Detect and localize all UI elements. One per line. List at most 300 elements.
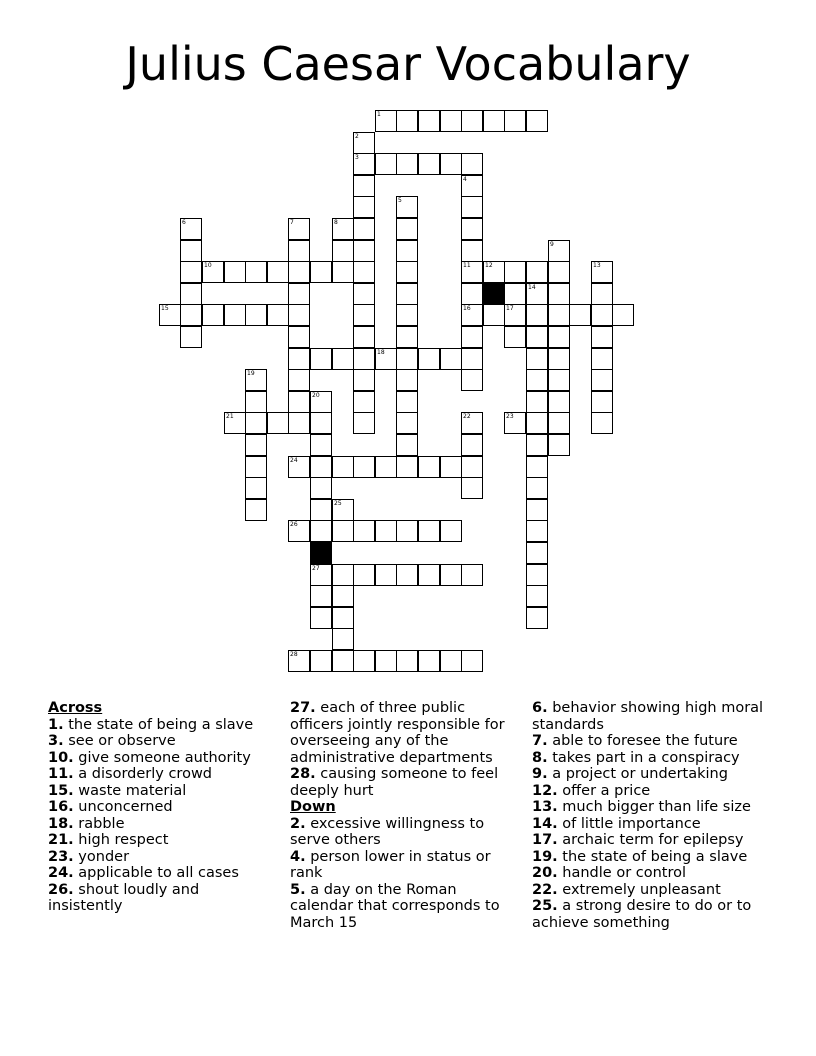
clue <box>48 733 276 750</box>
grid-cell[interactable] <box>461 304 483 326</box>
grid-cell[interactable] <box>418 456 440 478</box>
clue-number: 4 <box>463 176 467 183</box>
clue-number-label: 19. <box>532 848 558 865</box>
clue <box>290 849 522 882</box>
grid-cell[interactable] <box>310 434 332 456</box>
down-heading: Down <box>290 799 336 815</box>
grid-cell[interactable] <box>353 348 375 370</box>
clue-text: the state of being a slave <box>557 848 748 865</box>
grid-cell[interactable] <box>245 304 267 326</box>
across-clue-list <box>48 717 276 915</box>
grid-cell[interactable] <box>548 261 570 283</box>
grid-cell[interactable] <box>396 520 418 542</box>
clue-number-label: 20. <box>532 865 558 881</box>
grid-cell[interactable] <box>353 304 375 326</box>
clue-text: waste material <box>73 782 187 799</box>
grid-cell[interactable] <box>504 412 526 434</box>
grid-cell[interactable] <box>548 434 570 456</box>
grid-cell[interactable] <box>548 326 570 348</box>
grid-cell[interactable] <box>440 110 462 132</box>
grid-cell[interactable] <box>526 304 548 326</box>
grid-cell[interactable] <box>353 132 375 154</box>
grid-cell[interactable] <box>504 110 526 132</box>
grid-cell[interactable] <box>375 348 397 370</box>
clue-text: extremely unpleasant <box>557 881 721 898</box>
clue-number-label: 7. <box>532 733 548 749</box>
grid-cell[interactable] <box>396 326 418 348</box>
grid-cell[interactable] <box>591 391 613 413</box>
clue <box>532 783 772 800</box>
grid-cell[interactable] <box>548 412 570 434</box>
grid-cell[interactable] <box>288 240 310 262</box>
grid-cell[interactable] <box>180 261 202 283</box>
grid-cell[interactable] <box>375 456 397 478</box>
grid-cell[interactable] <box>526 499 548 521</box>
grid-cell[interactable] <box>267 261 289 283</box>
clue <box>48 832 276 849</box>
clue-number: 2 <box>355 133 359 140</box>
grid-cell[interactable] <box>353 153 375 175</box>
grid-cell[interactable] <box>440 564 462 586</box>
clue-number: 27 <box>312 565 320 572</box>
grid-cell[interactable] <box>353 261 375 283</box>
clue-text: takes part in a conspiracy <box>547 749 740 766</box>
clue <box>532 898 772 931</box>
clue-text: archaic term for epilepsy <box>557 832 744 848</box>
clue-number-label: 11. <box>48 766 74 782</box>
clue-number-label: 16. <box>48 799 74 815</box>
grid-cell[interactable] <box>526 261 548 283</box>
grid-cell[interactable] <box>548 348 570 370</box>
grid-cell[interactable] <box>288 456 310 478</box>
clue <box>532 832 772 849</box>
clue-number: 21 <box>226 413 234 420</box>
grid-cell[interactable] <box>440 348 462 370</box>
grid-cell[interactable] <box>310 412 332 434</box>
grid-cell[interactable] <box>353 240 375 262</box>
grid-cell[interactable] <box>591 326 613 348</box>
grid-cell[interactable] <box>375 153 397 175</box>
clue <box>48 717 276 734</box>
clue-number-label: 23. <box>48 848 74 865</box>
clue-text: person lower in status or rank <box>290 848 491 881</box>
grid-cell[interactable] <box>440 153 462 175</box>
clue-number: 20 <box>312 392 320 399</box>
grid-cell[interactable] <box>548 283 570 305</box>
grid-cell[interactable] <box>396 650 418 672</box>
clue-number-label: 28. <box>290 766 316 782</box>
grid-cell[interactable] <box>504 283 526 305</box>
clues-column-1 <box>48 700 276 915</box>
grid-cell[interactable] <box>526 412 548 434</box>
clue-number: 17 <box>506 305 514 312</box>
grid-cell[interactable] <box>526 456 548 478</box>
across-heading: Across <box>48 700 103 716</box>
grid-cell[interactable] <box>375 650 397 672</box>
grid-cell[interactable] <box>461 477 483 499</box>
grid-cell[interactable] <box>591 261 613 283</box>
grid-cell[interactable] <box>526 520 548 542</box>
clue-text: excessive willingness to serve others <box>290 815 485 848</box>
clue-text: of little importance <box>557 815 701 832</box>
clue-number: 5 <box>398 197 402 204</box>
grid-cell[interactable] <box>310 261 332 283</box>
grid-cell[interactable] <box>332 650 354 672</box>
grid-cell[interactable] <box>310 607 332 629</box>
grid-cell[interactable] <box>461 153 483 175</box>
clue-text: a project or undertaking <box>547 766 728 782</box>
grid-cell[interactable] <box>396 348 418 370</box>
grid-cell[interactable] <box>332 499 354 521</box>
clue-number-label: 14. <box>532 815 558 832</box>
clue-text: see or observe <box>63 733 176 749</box>
grid-cell[interactable] <box>440 456 462 478</box>
grid-cell[interactable] <box>310 499 332 521</box>
grid-cell[interactable] <box>526 607 548 629</box>
clue-number-label: 9. <box>532 766 548 782</box>
grid-cell[interactable] <box>245 261 267 283</box>
grid-cell[interactable] <box>353 283 375 305</box>
grid-cell[interactable] <box>418 110 440 132</box>
page-title: Julius Caesar Vocabulary <box>125 37 691 91</box>
grid-cell[interactable] <box>483 110 505 132</box>
grid-cell[interactable] <box>288 369 310 391</box>
clue-number: 15 <box>161 305 169 312</box>
grid-cell[interactable] <box>461 196 483 218</box>
grid-cell[interactable] <box>396 196 418 218</box>
clue <box>48 816 276 833</box>
grid-cell[interactable] <box>591 304 613 326</box>
grid-cell[interactable] <box>526 110 548 132</box>
clue-number: 3 <box>355 154 359 161</box>
grid-cell[interactable] <box>396 218 418 240</box>
grid-cell[interactable] <box>504 261 526 283</box>
clue-number-label: 1. <box>48 716 64 733</box>
grid-cell[interactable] <box>180 304 202 326</box>
clue-number-label: 6. <box>532 700 548 716</box>
grid-cell[interactable] <box>612 304 634 326</box>
clue-text: a strong desire to do or to achieve something <box>532 898 752 931</box>
grid-cell[interactable] <box>396 412 418 434</box>
clue-number-label: 12. <box>532 782 558 799</box>
grid-cell[interactable] <box>396 110 418 132</box>
clue-number-label: 18. <box>48 815 74 832</box>
grid-cell[interactable] <box>396 434 418 456</box>
grid-cell[interactable] <box>353 218 375 240</box>
clue <box>48 849 276 866</box>
grid-cell[interactable] <box>310 564 332 586</box>
grid-cell[interactable] <box>591 283 613 305</box>
clue-number-label: 4. <box>290 848 306 865</box>
clue <box>532 799 772 816</box>
grid-cell[interactable] <box>396 564 418 586</box>
clue <box>532 750 772 767</box>
grid-cell[interactable] <box>288 650 310 672</box>
grid-cell[interactable] <box>180 218 202 240</box>
grid-cell[interactable] <box>310 585 332 607</box>
clue-number: 8 <box>334 219 338 226</box>
clue <box>290 882 522 932</box>
grid-cell[interactable] <box>418 153 440 175</box>
clue-number: 23 <box>506 413 514 420</box>
clue <box>532 816 772 833</box>
clue-text: handle or control <box>557 865 687 881</box>
clue <box>48 882 276 915</box>
grid-cell[interactable] <box>418 520 440 542</box>
grid-cell[interactable] <box>461 261 483 283</box>
grid-cell[interactable] <box>440 520 462 542</box>
grid-cell[interactable] <box>310 650 332 672</box>
grid-cell[interactable] <box>526 348 548 370</box>
grid-cell[interactable] <box>396 283 418 305</box>
clue <box>48 865 276 882</box>
grid-cell[interactable] <box>396 304 418 326</box>
clues-column-3 <box>532 700 772 931</box>
clue-text: a day on the Roman calendar that corresponds to March 15 <box>290 881 500 931</box>
clue-number: 19 <box>247 370 255 377</box>
grid-cell[interactable] <box>332 348 354 370</box>
clue <box>48 783 276 800</box>
block-cell <box>310 542 332 564</box>
grid-cell[interactable] <box>569 304 591 326</box>
grid-cell[interactable] <box>353 456 375 478</box>
clue <box>290 816 522 849</box>
grid-cell[interactable] <box>375 520 397 542</box>
grid-cell[interactable] <box>353 564 375 586</box>
grid-cell[interactable] <box>332 628 354 650</box>
clue-number-label: 3. <box>48 733 64 749</box>
clue <box>532 882 772 899</box>
down-clue-list-continued <box>532 700 772 931</box>
grid-cell[interactable] <box>310 477 332 499</box>
block-cell <box>483 283 505 305</box>
grid-cell[interactable] <box>461 175 483 197</box>
grid-cell[interactable] <box>526 434 548 456</box>
grid-cell[interactable] <box>224 412 246 434</box>
grid-cell[interactable] <box>353 520 375 542</box>
clues-column-2 <box>290 700 522 931</box>
grid-cell[interactable] <box>332 520 354 542</box>
grid-cell[interactable] <box>245 412 267 434</box>
grid-cell[interactable] <box>483 261 505 283</box>
grid-cell[interactable] <box>332 261 354 283</box>
clue-number: 24 <box>290 457 298 464</box>
clue-number: 16 <box>463 305 471 312</box>
grid-cell[interactable] <box>353 196 375 218</box>
grid-cell[interactable] <box>245 391 267 413</box>
clue-text: rabble <box>73 815 125 832</box>
clue-number-label: 8. <box>532 749 548 766</box>
grid-cell[interactable] <box>526 283 548 305</box>
grid-cell[interactable] <box>418 650 440 672</box>
clue-number-label: 2. <box>290 815 306 832</box>
clue-number: 7 <box>290 219 294 226</box>
clue-number: 1 <box>377 111 381 118</box>
grid-cell[interactable] <box>288 283 310 305</box>
grid-cell[interactable] <box>418 564 440 586</box>
clue <box>48 799 276 816</box>
grid-cell[interactable] <box>245 477 267 499</box>
clue-text: high respect <box>73 832 169 848</box>
grid-cell[interactable] <box>396 369 418 391</box>
clue <box>290 700 522 766</box>
grid-cell[interactable] <box>461 650 483 672</box>
grid-cell[interactable] <box>396 153 418 175</box>
grid-cell[interactable] <box>288 218 310 240</box>
grid-cell[interactable] <box>245 499 267 521</box>
grid-cell[interactable] <box>202 304 224 326</box>
clue-number: 14 <box>528 284 536 291</box>
grid-cell[interactable] <box>288 326 310 348</box>
grid-cell[interactable] <box>504 304 526 326</box>
grid-cell[interactable] <box>461 326 483 348</box>
clue-number-label: 5. <box>290 881 306 898</box>
clue-text: yonder <box>73 848 130 865</box>
grid-cell[interactable] <box>332 585 354 607</box>
grid-cell[interactable] <box>548 369 570 391</box>
clue-number-label: 27. <box>290 700 316 716</box>
grid-cell[interactable] <box>375 564 397 586</box>
grid-cell[interactable] <box>461 240 483 262</box>
grid-cell[interactable] <box>288 520 310 542</box>
grid-cell[interactable] <box>180 240 202 262</box>
grid-cell[interactable] <box>288 391 310 413</box>
grid-cell[interactable] <box>440 650 462 672</box>
grid-cell[interactable] <box>224 261 246 283</box>
grid-cell[interactable] <box>332 218 354 240</box>
clue-number: 18 <box>377 349 385 356</box>
clue-text: applicable to all cases <box>73 865 239 881</box>
grid-cell[interactable] <box>526 326 548 348</box>
clue-number-label: 10. <box>48 749 74 766</box>
clue <box>532 865 772 882</box>
down-clue-list <box>290 816 522 932</box>
clue-number-label: 17. <box>532 832 558 848</box>
grid-cell[interactable] <box>288 261 310 283</box>
clue-number: 6 <box>182 219 186 226</box>
grid-cell[interactable] <box>375 110 397 132</box>
grid-cell[interactable] <box>548 391 570 413</box>
clue-number: 13 <box>593 262 601 269</box>
grid-cell[interactable] <box>418 348 440 370</box>
grid-cell[interactable] <box>396 261 418 283</box>
clue-number: 22 <box>463 413 471 420</box>
clue-text: give someone authority <box>73 749 251 766</box>
grid-cell[interactable] <box>267 304 289 326</box>
clue <box>48 766 276 783</box>
clue-number-label: 24. <box>48 865 74 881</box>
clue-number: 10 <box>204 262 212 269</box>
grid-cell[interactable] <box>310 348 332 370</box>
grid-cell[interactable] <box>548 304 570 326</box>
grid-cell[interactable] <box>526 542 548 564</box>
clue-text: the state of being a slave <box>63 716 254 733</box>
clue-text: behavior showing high moral standards <box>532 700 764 733</box>
clue-number-label: 22. <box>532 881 558 898</box>
grid-cell[interactable] <box>180 326 202 348</box>
grid-cell[interactable] <box>396 391 418 413</box>
grid-cell[interactable] <box>332 607 354 629</box>
clue-text: able to foresee the future <box>547 733 738 749</box>
clue-number: 25 <box>334 500 342 507</box>
clue-number-label: 13. <box>532 799 558 815</box>
clue-text: much bigger than life size <box>557 799 751 815</box>
grid-cell[interactable] <box>267 412 289 434</box>
grid-cell[interactable] <box>353 326 375 348</box>
clue <box>290 766 522 799</box>
grid-cell[interactable] <box>396 456 418 478</box>
grid-cell[interactable] <box>396 240 418 262</box>
grid-cell[interactable] <box>483 304 505 326</box>
grid-cell[interactable] <box>591 412 613 434</box>
grid-cell[interactable] <box>332 456 354 478</box>
grid-cell[interactable] <box>353 175 375 197</box>
grid-cell[interactable] <box>591 348 613 370</box>
grid-cell[interactable] <box>245 369 267 391</box>
grid-cell[interactable] <box>310 520 332 542</box>
grid-cell[interactable] <box>288 304 310 326</box>
grid-cell[interactable] <box>461 348 483 370</box>
grid-cell[interactable] <box>353 369 375 391</box>
clue-text: offer a price <box>557 782 651 799</box>
clue <box>532 849 772 866</box>
grid-cell[interactable] <box>224 304 246 326</box>
clue-number: 28 <box>290 651 298 658</box>
clue-number-label: 15. <box>48 782 74 799</box>
grid-cell[interactable] <box>526 391 548 413</box>
grid-cell[interactable] <box>288 412 310 434</box>
grid-cell[interactable] <box>548 240 570 262</box>
grid-cell[interactable] <box>180 283 202 305</box>
clue-number-label: 25. <box>532 898 558 914</box>
grid-cell[interactable] <box>310 456 332 478</box>
grid-cell[interactable] <box>353 650 375 672</box>
grid-cell[interactable] <box>332 240 354 262</box>
grid-cell[interactable] <box>461 434 483 456</box>
clue-text: each of three public officers jointly responsible for overseeing any of the administrative departments <box>290 700 505 766</box>
grid-cell[interactable] <box>245 456 267 478</box>
clue-text: causing someone to feel deeply hurt <box>290 766 499 799</box>
grid-cell[interactable] <box>245 434 267 456</box>
grid-cell[interactable] <box>526 564 548 586</box>
grid-cell[interactable] <box>332 564 354 586</box>
grid-cell[interactable] <box>461 412 483 434</box>
grid-cell[interactable] <box>526 477 548 499</box>
grid-cell[interactable] <box>353 391 375 413</box>
grid-cell[interactable] <box>591 369 613 391</box>
grid-cell[interactable] <box>461 218 483 240</box>
grid-cell[interactable] <box>461 564 483 586</box>
grid-cell[interactable] <box>526 585 548 607</box>
clue <box>532 733 772 750</box>
grid-cell[interactable] <box>526 369 548 391</box>
clue-number-label: 21. <box>48 832 74 848</box>
grid-cell[interactable] <box>461 369 483 391</box>
grid-cell[interactable] <box>310 391 332 413</box>
clue-number-label: 26. <box>48 881 74 898</box>
grid-cell[interactable] <box>202 261 224 283</box>
grid-cell[interactable] <box>461 456 483 478</box>
clue <box>48 750 276 767</box>
grid-cell[interactable] <box>159 304 181 326</box>
grid-cell[interactable] <box>504 326 526 348</box>
grid-cell[interactable] <box>288 348 310 370</box>
grid-cell[interactable] <box>461 283 483 305</box>
clue <box>532 766 772 783</box>
grid-cell[interactable] <box>353 412 375 434</box>
grid-cell[interactable] <box>461 110 483 132</box>
clue-text: a disorderly crowd <box>73 766 213 782</box>
